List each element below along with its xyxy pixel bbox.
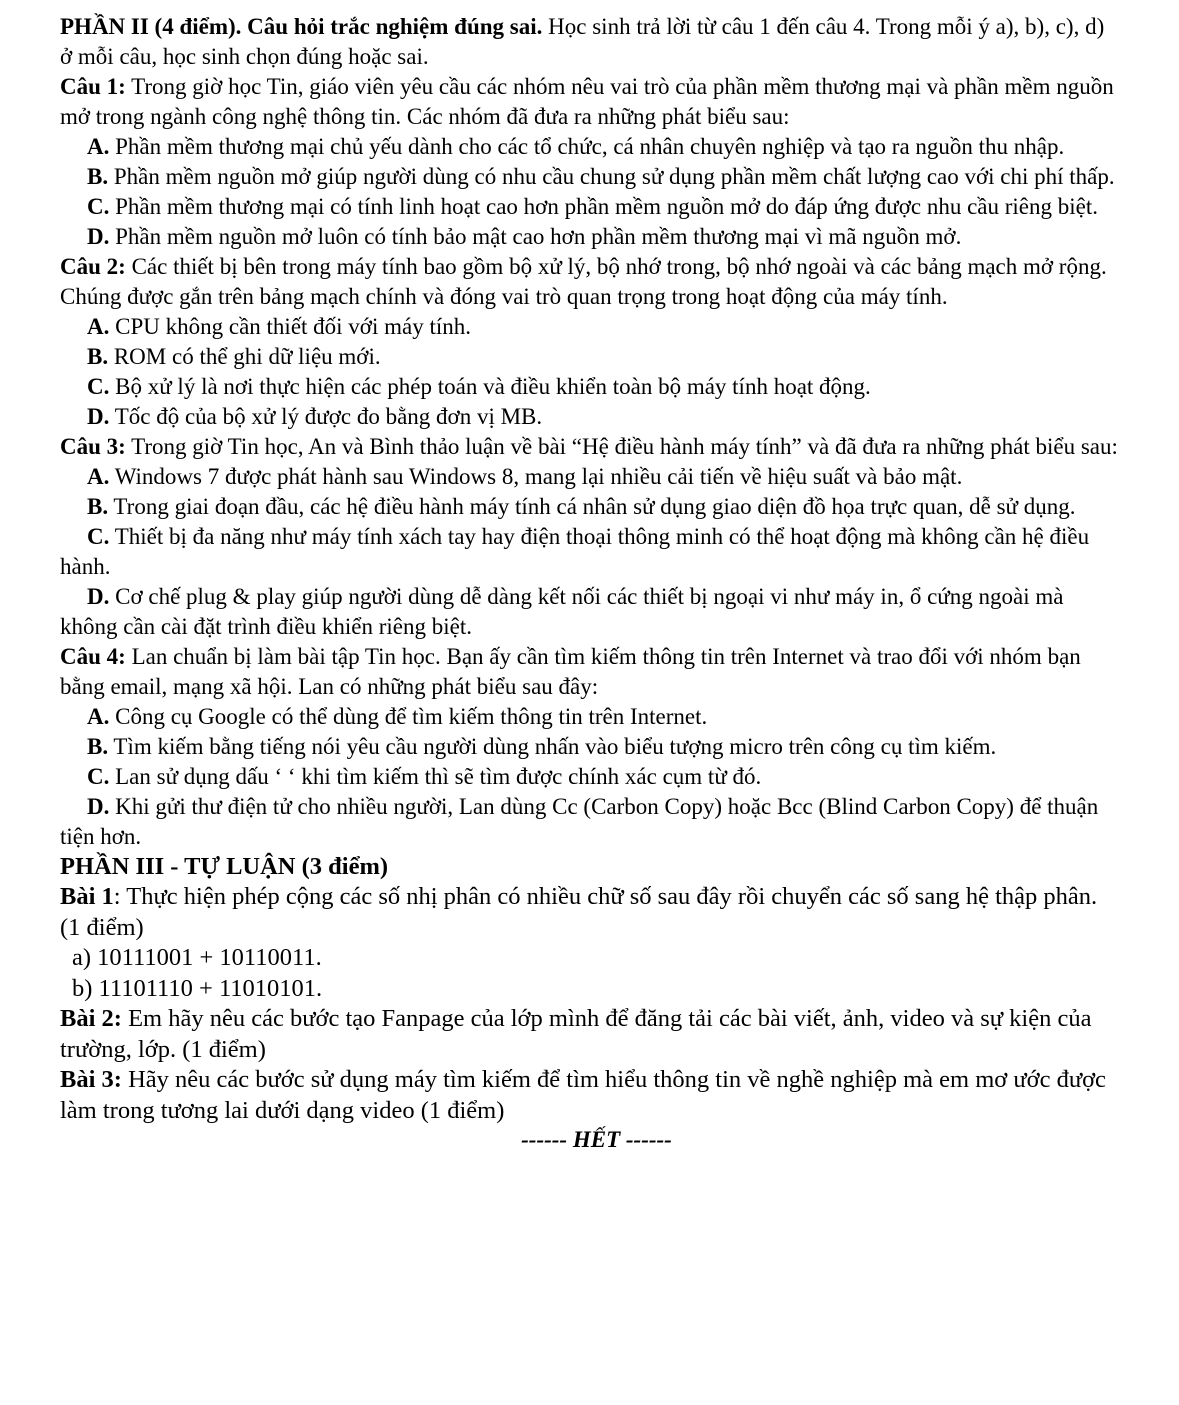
option-text: Phần mềm nguồn mở giúp người dùng có nhu cầu chung sử dụng phần mềm chất lượng cao với chi phí thấp. bbox=[108, 164, 1115, 189]
option-letter: B. bbox=[87, 164, 109, 189]
question-4-option-d bbox=[60, 792, 1119, 852]
question-1-label: Câu 1: bbox=[60, 74, 126, 99]
question-3-text: Trong giờ Tin học, An và Bình thảo luận về bài “Hệ điều hành máy tính” và đã đưa ra những phát biểu sau: bbox=[125, 434, 1118, 459]
option-letter: A. bbox=[87, 314, 110, 339]
option-letter: C. bbox=[87, 374, 110, 399]
question-4-label: Câu 4: bbox=[60, 644, 126, 669]
option-letter: D. bbox=[87, 794, 110, 819]
question-4-text: Lan chuẩn bị làm bài tập Tin học. Bạn ấy cần tìm kiếm thông tin trên Internet và trao đổi với nhóm bạn bằng email, mạng xã hội. Lan có những phát biểu sau đây: bbox=[60, 644, 1081, 699]
question-3-stem bbox=[60, 432, 1119, 462]
option-text: Trong giai đoạn đầu, các hệ điều hành máy tính cá nhân sử dụng giao diện đồ họa trực quan, dễ sử dụng. bbox=[108, 494, 1076, 519]
question-1-option-d bbox=[60, 222, 1119, 252]
option-text: Cơ chế plug & play giúp người dùng dễ dàng kết nối các thiết bị ngoại vi như máy in, ổ cứng ngoài mà không cần cài đặt trình điều khiển riêng biệt. bbox=[60, 584, 1064, 639]
question-3-option-d bbox=[60, 582, 1119, 642]
option-letter: D. bbox=[87, 224, 110, 249]
question-4-option-b bbox=[60, 732, 1119, 762]
question-1-option-c bbox=[60, 192, 1119, 222]
question-4-option-a bbox=[60, 702, 1119, 732]
question-1-text: Trong giờ học Tin, giáo viên yêu cầu các nhóm nêu vai trò của phần mềm thương mại và phần mềm nguồn mở trong ngành công nghệ thông tin. Các nhóm đã đưa ra những phát biểu sau: bbox=[60, 74, 1114, 129]
question-4-option-c bbox=[60, 762, 1119, 792]
exercise-1-text: : Thực hiện phép cộng các số nhị phân có nhiều chữ số sau đây rồi chuyển các số sang hệ thập phân. (1 điểm) bbox=[60, 883, 1098, 941]
option-text: Tốc độ của bộ xử lý được đo bằng đơn vị MB. bbox=[109, 404, 543, 429]
option-letter: A. bbox=[87, 464, 110, 489]
option-text: Phần mềm thương mại chủ yếu dành cho các tổ chức, cá nhân chuyên nghiệp và tạo ra nguồn thu nhập. bbox=[109, 134, 1065, 159]
exercise-1-item-a: a) 10111001 + 10110011. bbox=[72, 944, 322, 971]
question-3-option-b bbox=[60, 492, 1119, 522]
option-text: Windows 7 được phát hành sau Windows 8, mang lại nhiều cải tiến về hiệu suất và bảo mật. bbox=[109, 464, 963, 489]
question-4-stem bbox=[60, 642, 1119, 702]
question-2-label: Câu 2: bbox=[60, 254, 126, 279]
end-marker: ------ HẾT ------ bbox=[521, 1127, 672, 1152]
option-letter: D. bbox=[87, 404, 110, 429]
question-2-option-b bbox=[60, 342, 1119, 372]
option-letter: A. bbox=[87, 704, 110, 729]
question-1-stem bbox=[60, 72, 1119, 132]
exercise-1-item-b: b) 11101110 + 11010101. bbox=[72, 974, 323, 1002]
option-letter: D. bbox=[87, 584, 110, 609]
option-text: Phần mềm nguồn mở luôn có tính bảo mật cao hơn phần mềm thương mại vì mã nguồn mở. bbox=[109, 224, 962, 249]
option-letter: B. bbox=[87, 344, 109, 369]
question-3-option-a bbox=[60, 462, 1119, 492]
question-3-label: Câu 3: bbox=[60, 434, 126, 459]
question-1-option-a bbox=[60, 132, 1119, 162]
part3-heading: PHẦN III - TỰ LUẬN (3 điểm) bbox=[60, 853, 389, 880]
option-text: Bộ xử lý là nơi thực hiện các phép toán và điều khiển toàn bộ máy tính hoạt động. bbox=[109, 374, 871, 399]
option-letter: B. bbox=[87, 494, 109, 519]
option-letter: C. bbox=[87, 194, 110, 219]
option-text: Lan sử dụng dấu ‘ ‘ khi tìm kiếm thì sẽ tìm được chính xác cụm từ đó. bbox=[109, 764, 762, 789]
part2-heading: PHẦN II (4 điểm). Câu hỏi trắc nghiệm đúng sai. bbox=[60, 14, 543, 39]
exercise-2 bbox=[60, 1004, 1119, 1065]
option-text: ROM có thể ghi dữ liệu mới. bbox=[108, 344, 381, 369]
question-2-option-a bbox=[60, 312, 1119, 342]
option-text: Phần mềm thương mại có tính linh hoạt cao hơn phần mềm nguồn mở do đáp ứng được nhu cầu riêng biệt. bbox=[109, 194, 1098, 219]
question-2-option-c bbox=[60, 372, 1119, 402]
option-text: Công cụ Google có thể dùng để tìm kiếm thông tin trên Internet. bbox=[109, 704, 708, 729]
exercise-3 bbox=[60, 1065, 1119, 1126]
exercise-3-label: Bài 3: bbox=[60, 1066, 122, 1093]
question-2-stem bbox=[60, 252, 1119, 312]
option-text: Thiết bị đa năng như máy tính xách tay hay điện thoại thông minh có thể hoạt động mà không cần hệ điều hành. bbox=[60, 524, 1090, 579]
option-letter: C. bbox=[87, 524, 110, 549]
exercise-2-text: Em hãy nêu các bước tạo Fanpage của lớp mình để đăng tải các bài viết, ảnh, video và sự kiện của trường, lớp. (1 điểm) bbox=[60, 1005, 1092, 1063]
question-1-option-b bbox=[60, 162, 1119, 192]
option-text: Khi gửi thư điện tử cho nhiều người, Lan dùng Cc (Carbon Copy) hoặc Bcc (Blind Carbon Copy) để thuận tiện hơn. bbox=[60, 794, 1099, 849]
option-text: Tìm kiếm bằng tiếng nói yêu cầu người dùng nhấn vào biểu tượng micro trên công cụ tìm kiếm. bbox=[108, 734, 997, 759]
exercise-1-label: Bài 1 bbox=[60, 883, 114, 910]
exercise-3-text: Hãy nêu các bước sử dụng máy tìm kiếm để tìm hiểu thông tin về nghề nghiệp mà em mơ ước được làm trong tương lai dưới dạng video (1 điểm) bbox=[60, 1066, 1106, 1124]
option-letter: B. bbox=[87, 734, 109, 759]
question-2-option-d bbox=[60, 402, 1119, 432]
part2-instruction-text: Học sinh trả lời từ câu 1 đến câu 4. Trong mỗi ý a), b), c), d) ở mỗi câu, học sinh chọn đúng hoặc sai. bbox=[60, 14, 1105, 69]
part2-instructions bbox=[60, 12, 1119, 72]
question-2-text: Các thiết bị bên trong máy tính bao gồm bộ xử lý, bộ nhớ trong, bộ nhớ ngoài và các bảng mạch mở rộng. Chúng được gắn trên bảng mạch chính và đóng vai trò quan trọng trong hoạt động của máy tính. bbox=[60, 254, 1107, 309]
question-3-option-c bbox=[60, 522, 1119, 582]
option-text: CPU không cần thiết đối với máy tính. bbox=[109, 314, 471, 339]
exercise-1 bbox=[60, 882, 1119, 943]
option-letter: A. bbox=[87, 134, 110, 159]
exercise-2-label: Bài 2: bbox=[60, 1005, 122, 1032]
option-letter: C. bbox=[87, 764, 110, 789]
